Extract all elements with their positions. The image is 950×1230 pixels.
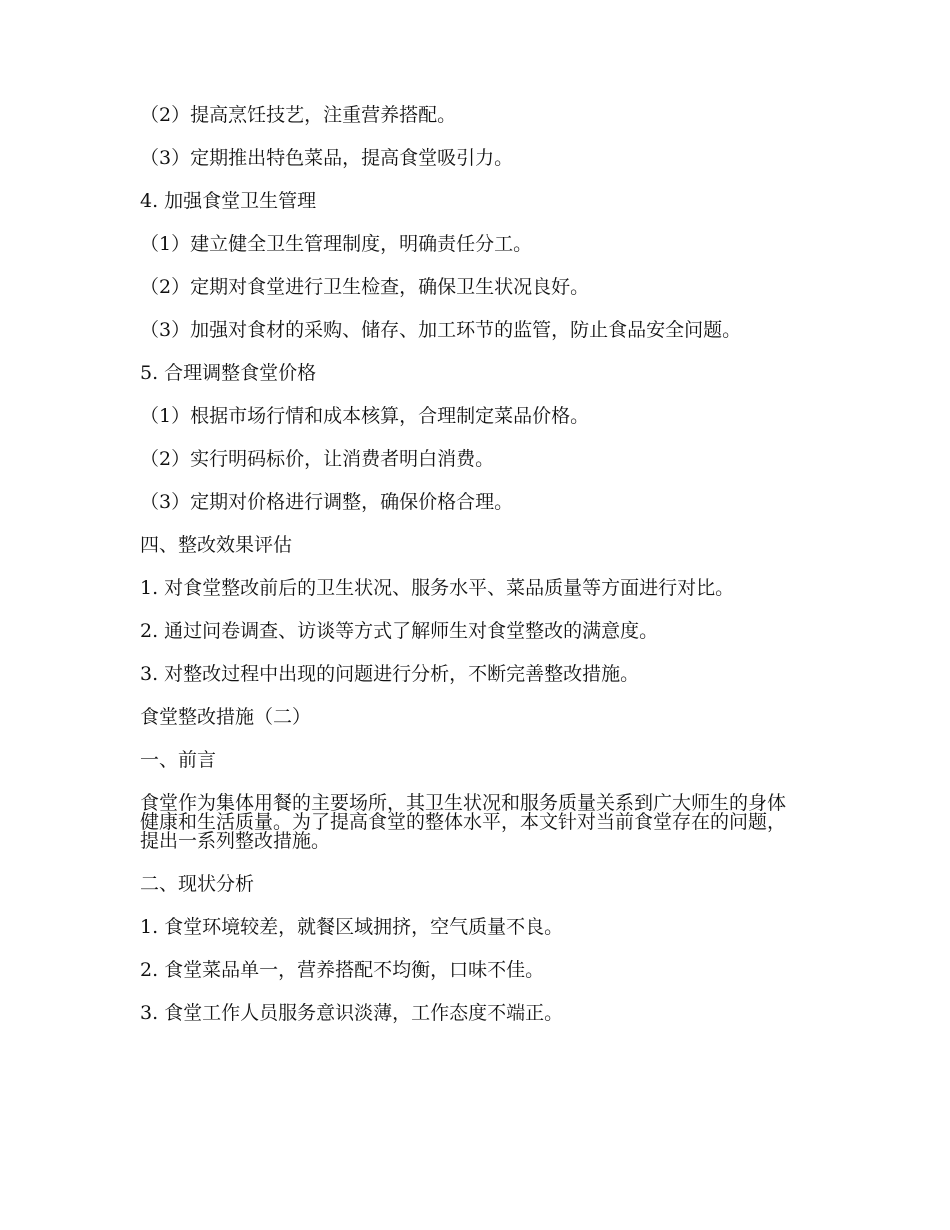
paragraph: 1. 对食堂整改前后的卫生状况、服务水平、菜品质量等方面进行对比。	[140, 577, 735, 599]
paragraph: 食堂作为集体用餐的主要场所，其卫生状况和服务质量关系到广大师生的身体健康和生活质量。为了提高食堂的整体水平，本文针对当前食堂存在的问题，提出一系列整改措施。	[140, 792, 787, 852]
paragraph: 3. 对整改过程中出现的问题进行分析，不断完善整改措施。	[140, 663, 640, 685]
document-title: 食堂整改措施（二）	[140, 706, 312, 728]
paragraph: （2）实行明码标价，让消费者明白消费。	[140, 448, 495, 470]
paragraph: 1. 食堂环境较差，就餐区域拥挤，空气质量不良。	[140, 916, 564, 938]
section-heading: 四、整改效果评估	[140, 534, 293, 556]
section-heading: 二、现状分析	[140, 873, 255, 895]
paragraph: （2）提高烹饪技艺，注重营养搭配。	[140, 104, 457, 126]
section-heading: 一、前言	[140, 749, 217, 771]
paragraph: 3. 食堂工作人员服务意识淡薄，工作态度不端正。	[140, 1002, 564, 1024]
section-heading: 5. 合理调整食堂价格	[140, 362, 317, 384]
document-page	[140, 106, 800, 1047]
paragraph: （1）建立健全卫生管理制度，明确责任分工。	[140, 233, 533, 255]
section-heading: 4. 加强食堂卫生管理	[140, 190, 317, 212]
paragraph: （3）定期对价格进行调整，确保价格合理。	[140, 491, 514, 513]
paragraph: （3）加强对食材的采购、储存、加工环节的监管，防止食品安全问题。	[140, 319, 742, 341]
paragraph: （2）定期对食堂进行卫生检查，确保卫生状况良好。	[140, 276, 590, 298]
paragraph: 2. 食堂菜品单一，营养搭配不均衡，口味不佳。	[140, 959, 545, 981]
paragraph: 2. 通过问卷调查、访谈等方式了解师生对食堂整改的满意度。	[140, 620, 659, 642]
paragraph: （1）根据市场行情和成本核算，合理制定菜品价格。	[140, 405, 590, 427]
paragraph: （3）定期推出特色菜品，提高食堂吸引力。	[140, 147, 514, 169]
